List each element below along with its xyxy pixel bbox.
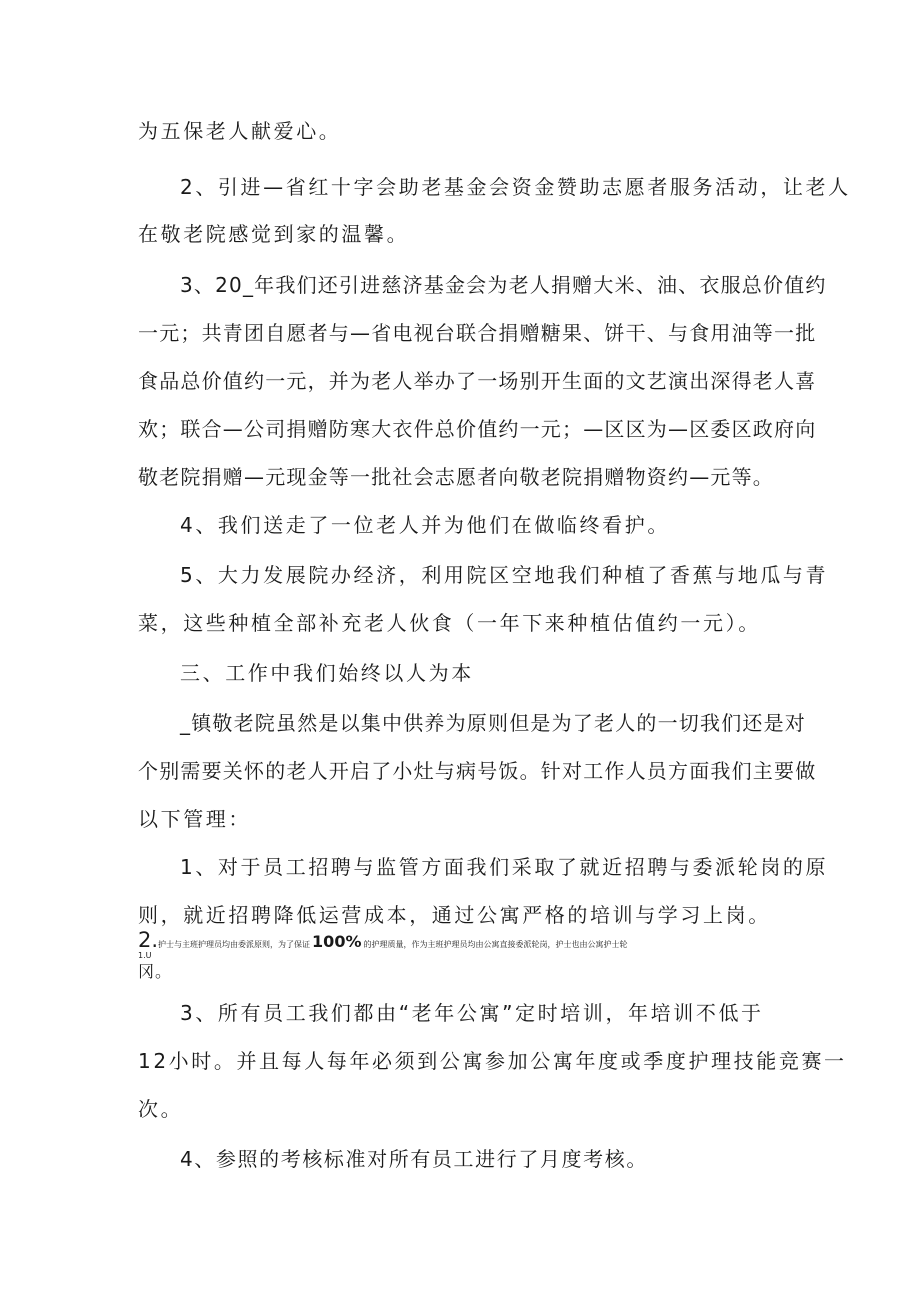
section-heading: 三、工作中我们始终以人为本 [180, 661, 474, 685]
paragraph-line: 以下管理： [138, 807, 251, 831]
item-2-percent: 100% [312, 932, 362, 951]
paragraph-line: 1、对于员工招聘与监管方面我们采取了就近招聘与委派轮岗的原 [180, 855, 829, 879]
paragraph-line: 2、引进—省红十字会助老基金会资金赞助志愿者服务活动，让老人 [180, 175, 851, 199]
item-2-end: 冈。 [138, 962, 173, 981]
paragraph-line: 为五保老人献爱心。 [138, 119, 342, 143]
paragraph-line: 菜，这些种植全部补充老人伙食（一年下来种植估值约一元）。 [138, 611, 761, 635]
paragraph-line: 4、我们送走了一位老人并为他们在做临终看护。 [180, 513, 670, 537]
item-2-text: 护士与主班护理员均由委派原则，为了保证 [158, 940, 311, 949]
paragraph-line: 3、所有员工我们都由“老年公寓”定时培训，年培训不低于 [180, 1001, 764, 1025]
paragraph-line: 5、大力发展院办经济，利用院区空地我们种植了香蕉与地瓜与青 [180, 563, 829, 587]
item-2-text: 的护理质量，作为主班护理员均由公寓直接委派轮岗，护士也由公寓护士轮 [363, 940, 628, 949]
item-2-fragment: 1.U [138, 951, 152, 960]
paragraph-line: 欢；联合—公司捐赠防寒大衣件总价值约一元；—区区为—区委区政府向 [138, 417, 817, 441]
paragraph-line: 食品总价值约一元，并为老人举办了一场别开生面的文艺演出深得老人喜 [138, 369, 817, 393]
item-2-number: 2. [138, 928, 159, 952]
paragraph-line: 则，就近招聘降低运营成本，通过公寓严格的培训与学习上岗。 [138, 903, 771, 927]
paragraph-line: 12小时。并且每人每年必须到公寓参加公寓年度或季度护理技能竞赛一 [138, 1049, 847, 1073]
paragraph-line: 3、20_年我们还引进慈济基金会为老人捐赠大米、油、衣服总价值约 [180, 273, 827, 297]
paragraph-line: 在敬老院感觉到家的温馨。 [138, 222, 410, 246]
paragraph-line: 一元；共青团自愿者与—省电视台联合捐赠糖果、饼干、与食用油等一批 [138, 321, 817, 345]
paragraph-line: 次。 [138, 1097, 184, 1121]
paragraph-line: 个别需要关怀的老人开启了小灶与病号饭。针对工作人员方面我们主要做 [138, 759, 817, 783]
paragraph-line: 4、参照的考核标准对所有员工进行了月度考核。 [180, 1147, 648, 1171]
paragraph-line: _镇敬老院虽然是以集中供养为原则但是为了老人的一切我们还是对 [180, 711, 806, 735]
item-2-line [138, 928, 627, 952]
paragraph-line: 敬老院捐赠—元现金等一批社会志愿者向敬老院捐赠物资约—元等。 [138, 465, 774, 489]
